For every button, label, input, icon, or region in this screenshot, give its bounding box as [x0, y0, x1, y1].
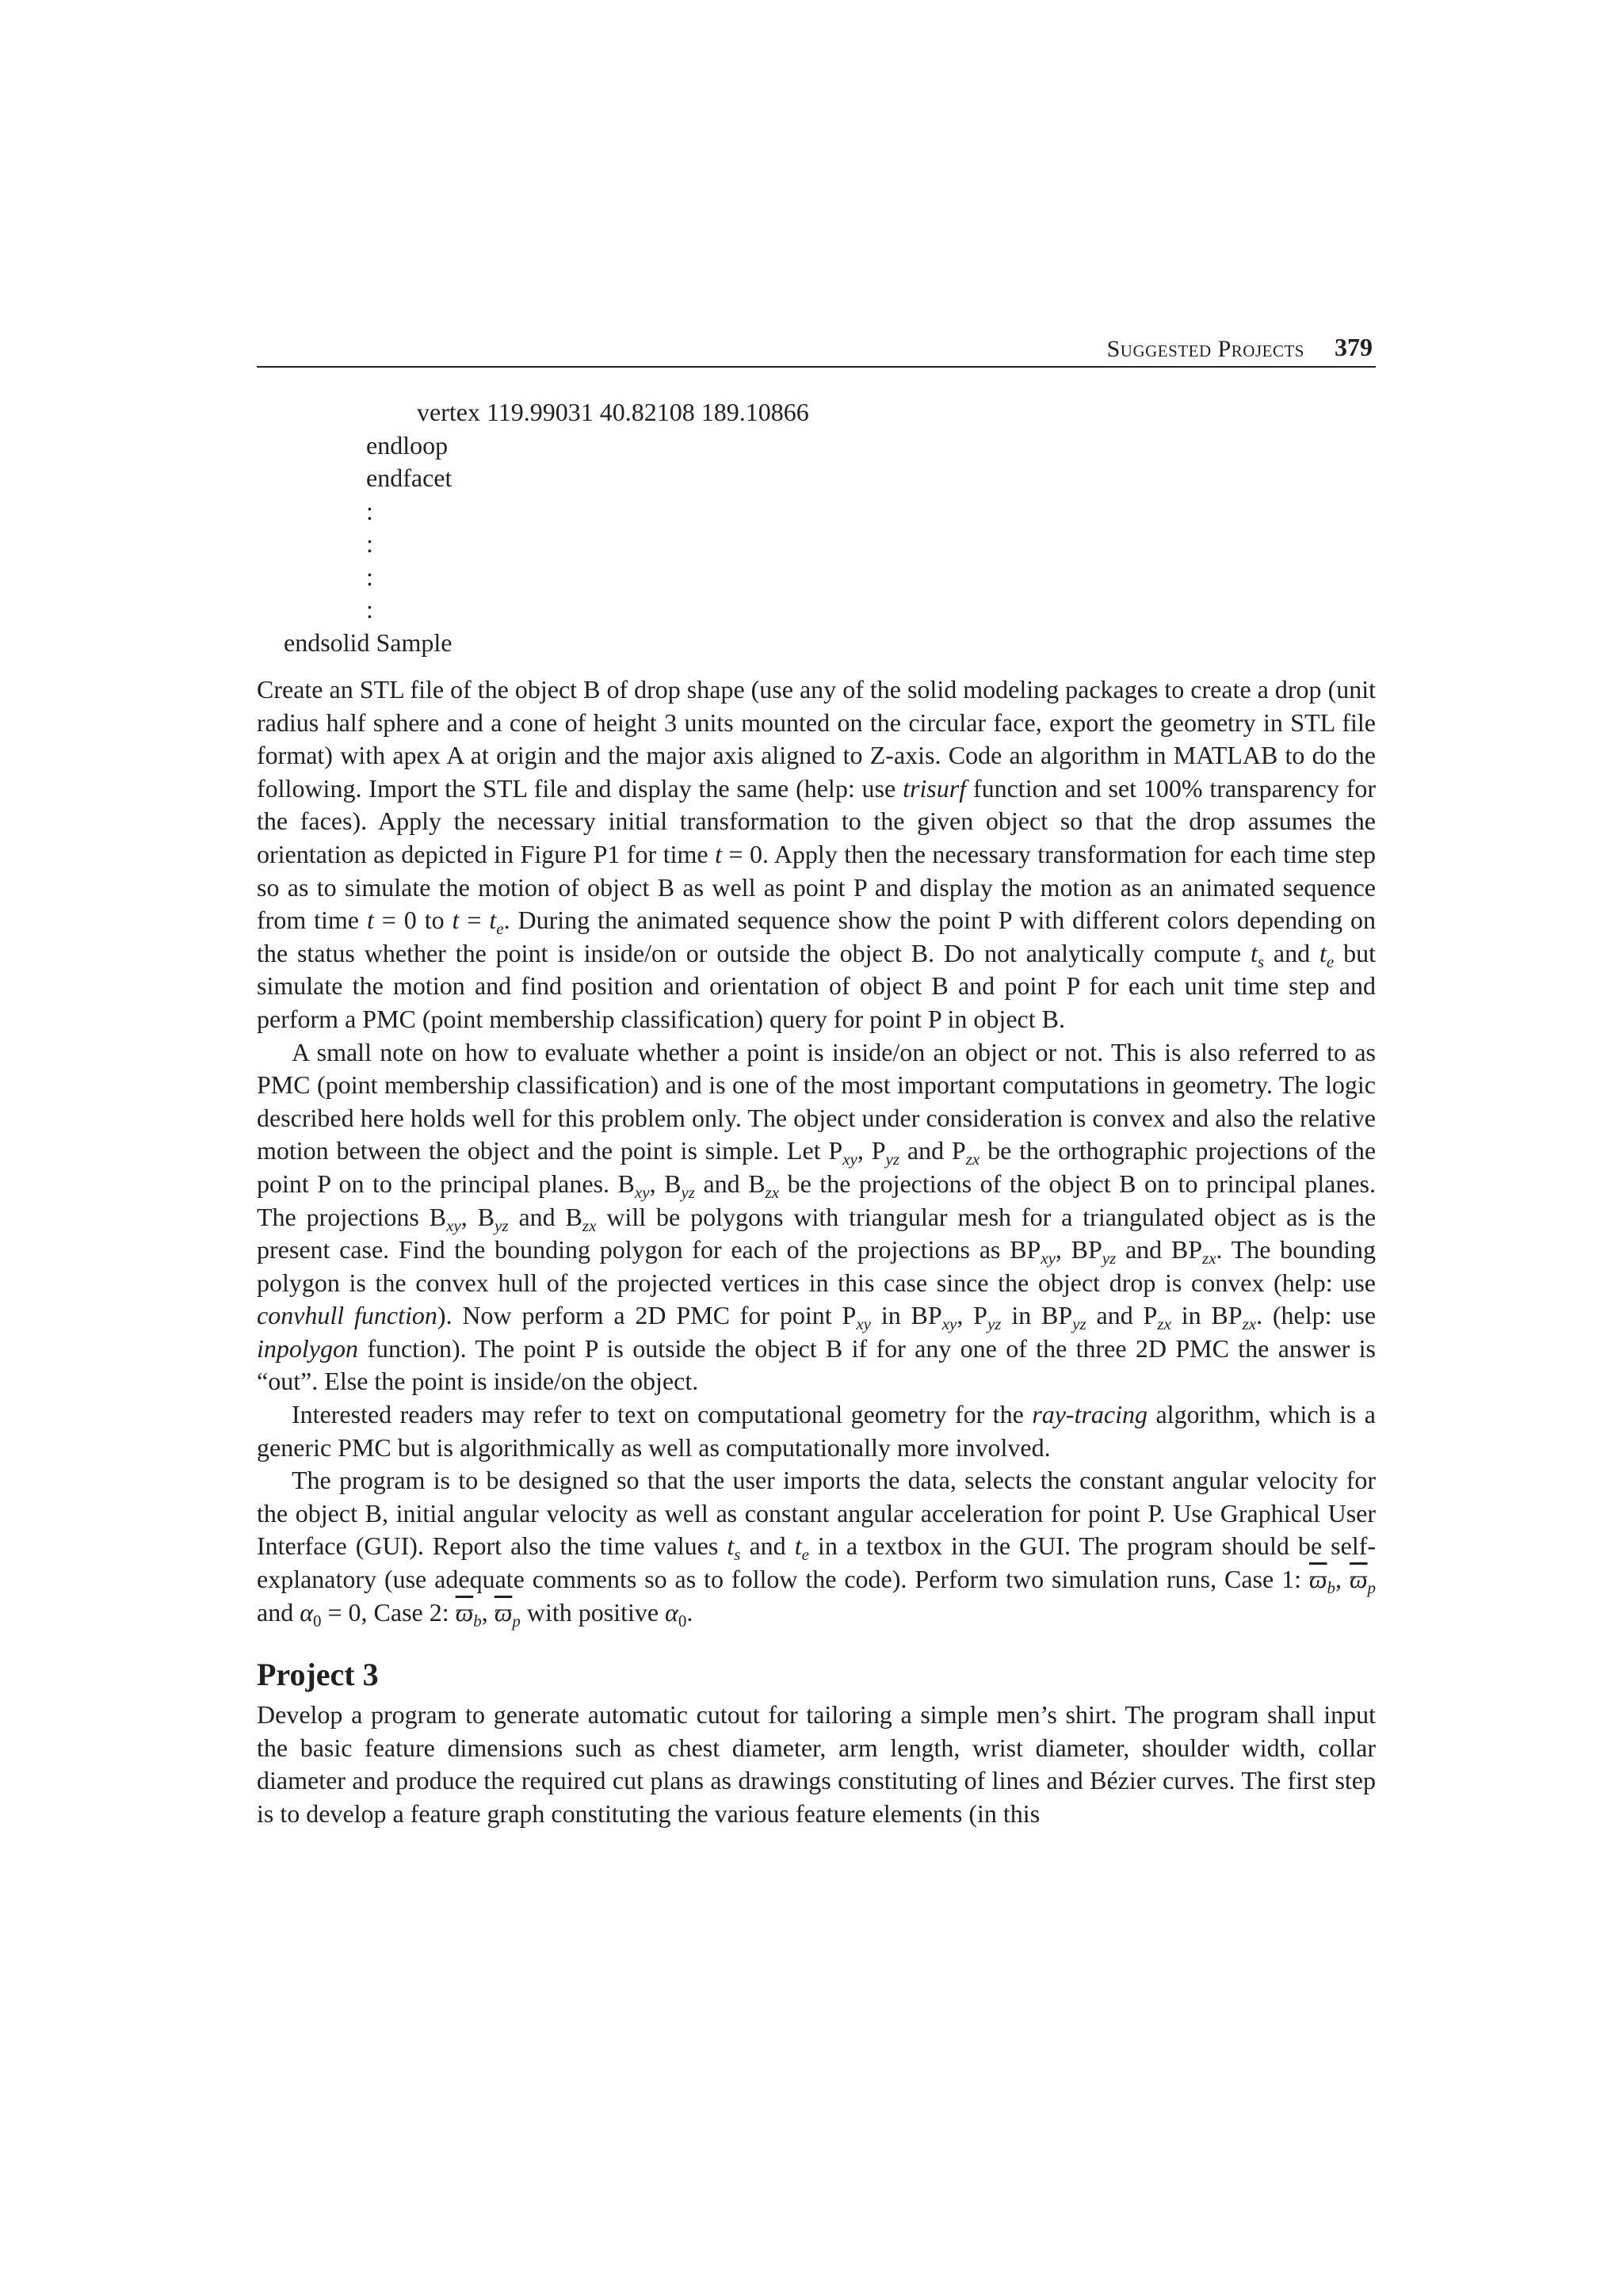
code-line: endloop — [366, 430, 449, 460]
code-line: : — [366, 595, 373, 624]
paragraph-program-design: The program is to be designed so that the user imports the data, selects the constant angular velocity for the object B, initial angular velocity as well as constant angular acceleration for point P. Use Graphical User Interface (GUI). Report also the time values $t_s$ and $t_e$ in a textbox in the GUI. The program should be self-explanatory (use adequate comments so as to follow the code). Perform two simulation runs, Case 1: $\overline{ϖ}_b$, $\overline{ϖ}_p$ and $\alpha_0 = 0$, Case 2: $\overline{ϖ}_b$, $\overline{ϖ}_p$ with positive $\alpha_0$. — [257, 1466, 1377, 1630]
paragraph-pmc-note: A small note on how to evaluate whether a point is inside/on an object or not. This is also referred to as PMC (point membership classification) and is one of the most important computations in geometry. The logic described here holds well for this problem only. The object under consideration is convex and also the relative motion between the object and the point is simple. Let $P_{xy}$, $P_{yz}$ and $P_{zx}$ be the orthographic projections of the point P on to the principal planes. $B_{xy}$, $B_{yz}$ and $B_{zx}$ be the projections of the object B on to principal planes. The projections $B_{xy}$, $B_{yz}$ and $B_{zx}$ will be polygons with triangular mesh for a triangulated object as is the present case. Find the bounding polygon for each of the projections as $BP_{xy}$, $BP_{yz}$ and $BP_{zx}$. The bounding polygon is the convex hull of the projected vertices in this case since the object drop is convex (help: use convhull function). Now perform a 2D PMC for point $P_{xy}$ in $BP_{xy}$, $P_{yz}$ in $BP_{yz}$ and $P_{zx}$ in $BP_{zx}$. (help: use inpolygon function). The point P is outside the object B if for any one of the three 2D PMC the answer is “out”. Else the point is inside/on the object. — [257, 1037, 1377, 1396]
running-head-title: Suggested Projects — [1106, 336, 1304, 362]
paragraph-ray-tracing: Interested readers may refer to text on computational geometry for the ray-tracing algorithm, which is a generic PMC but is algorithmically as well as computationally more involved. — [257, 1400, 1377, 1462]
body-text — [257, 673, 1376, 1831]
code-line: vertex 119.99031 40.82108 189.10866 — [417, 398, 809, 426]
section-heading-project-3: Project 3 — [257, 1657, 379, 1693]
paragraph-shirt-cutout: Develop a program to generate automatic cutout for tailoring a simple men’s shirt. The program shall input the basic feature dimensions such as chest diameter, arm length, wrist diameter, shoulder width, collar diameter and produce the required cut plans as drawings constituting of lines and Bézier curves. The first step is to develop a feature graph constituting the various feature elements (in this — [257, 1700, 1376, 1828]
running-head — [257, 331, 1376, 368]
code-line: : — [366, 496, 373, 525]
code-line: endsolid Sample — [284, 627, 453, 657]
code-line: endfacet — [366, 463, 453, 492]
book-page — [257, 0, 1376, 2296]
code-line: : — [366, 562, 373, 591]
code-line: : — [366, 529, 373, 558]
paragraph-stl-drop: Create an STL file of the object B of drop shape (use any of the solid modeling packages to create a drop (unit radius half sphere and a cone of height 3 units mounted on the circular face, export the geometry in STL file format) with apex A at origin and the major axis aligned to Z-axis. Code an algorithm in MATLAB to do the following. Import the STL file and display the same (help: use trisurf function and set 100% transparency for the faces). Apply the necessary initial transformation to the given object so that the drop assumes the orientation as depicted in Figure P1 for time t = 0. Apply then the necessary transformation for each time step so as to simulate the motion of object B as well as point P and display the motion as an animated sequence from time t = 0 to $t = t_e$. During the animated sequence show the point P with different colors depending on the status whether the point is inside/on or outside the object B. Do not analytically compute $t_s$ and $t_e$ but simulate the motion and find position and orientation of object B and point P for each unit time step and perform a PMC (point membership classification) query for point P in object B. — [257, 675, 1377, 1033]
page-number: 379 — [1335, 333, 1373, 361]
stl-code-listing — [257, 396, 1376, 659]
